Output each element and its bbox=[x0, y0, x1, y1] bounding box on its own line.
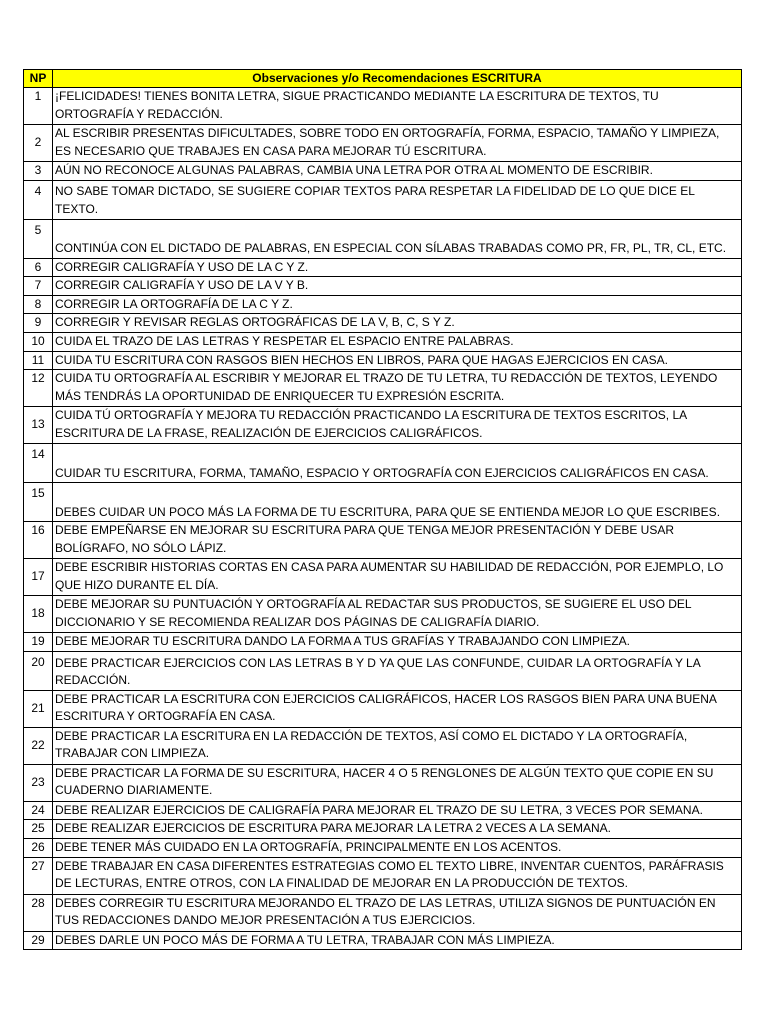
table-row bbox=[24, 88, 742, 125]
row-number: 9 bbox=[24, 314, 53, 333]
row-number: 10 bbox=[24, 332, 53, 351]
row-text: DEBES DARLE UN POCO MÁS DE FORMA A TU LETRA, TRABAJAR CON MÁS LIMPIEZA. bbox=[53, 931, 742, 950]
row-text: DEBE REALIZAR EJERCICIOS DE CALIGRAFÍA PARA MEJORAR EL TRAZO DE SU LETRA, 3 VECES POR SEMANA. bbox=[53, 801, 742, 820]
table-row bbox=[24, 690, 742, 727]
row-number: 28 bbox=[24, 894, 53, 931]
row-text: DEBE PRACTICAR LA ESCRITURA CON EJERCICIOS CALIGRÁFICOS, HACER LOS RASGOS BIEN PARA UNA BUENA ESCRITURA Y ORTOGRAFÍA EN CASA. bbox=[53, 690, 742, 727]
table-row bbox=[24, 894, 742, 931]
row-number: 1 bbox=[24, 88, 53, 125]
row-number: 4 bbox=[24, 180, 53, 219]
row-text: DEBE PRACTICAR LA FORMA DE SU ESCRITURA, HACER 4 O 5 RENGLONES DE ALGÚN TEXTO QUE COPIE EN SU CUADERNO DIARIAMENTE. bbox=[53, 764, 742, 801]
row-text: DEBE ESCRIBIR HISTORIAS CORTAS EN CASA PARA AUMENTAR SU HABILIDAD DE REDACCIÓN, POR EJEMPLO, LO QUE HIZO DURANTE EL DÍA. bbox=[53, 559, 742, 596]
table-row bbox=[24, 633, 742, 652]
table-row bbox=[24, 651, 742, 690]
table-row bbox=[24, 370, 742, 407]
row-number: 13 bbox=[24, 407, 53, 444]
row-number: 18 bbox=[24, 596, 53, 633]
row-number: 17 bbox=[24, 559, 53, 596]
row-text: DEBE PRACTICAR LA ESCRITURA EN LA REDACCIÓN DE TEXTOS, ASÍ COMO EL DICTADO Y LA ORTOGRAFÍA, TRABAJAR CON LIMPIEZA. bbox=[53, 727, 742, 764]
table-row bbox=[24, 559, 742, 596]
row-number: 16 bbox=[24, 522, 53, 559]
table-row bbox=[24, 180, 742, 219]
row-number: 19 bbox=[24, 633, 53, 652]
table-row bbox=[24, 764, 742, 801]
table-row bbox=[24, 314, 742, 333]
row-text: CONTINÚA CON EL DICTADO DE PALABRAS, EN ESPECIAL CON SÍLABAS TRABADAS COMO PR, FR, PL, TR, CL, ETC. bbox=[53, 219, 742, 258]
row-number: 3 bbox=[24, 162, 53, 181]
row-text: CORREGIR CALIGRAFÍA Y USO DE LA C Y Z. bbox=[53, 258, 742, 277]
row-text: DEBE TENER MÁS CUIDADO EN LA ORTOGRAFÍA, PRINCIPALMENTE EN LOS ACENTOS. bbox=[53, 838, 742, 857]
row-number: 7 bbox=[24, 277, 53, 296]
observations-sheet bbox=[23, 69, 741, 950]
row-number: 8 bbox=[24, 295, 53, 314]
row-number: 23 bbox=[24, 764, 53, 801]
row-text: CUIDA TU ORTOGRAFÍA AL ESCRIBIR Y MEJORAR EL TRAZO DE TU LETRA, TU REDACCIÓN DE TEXTOS, LEYENDO MÁS TENDRÁS LA OPORTUNIDAD DE ENRIQUECER TU EXPRESIÓN ESCRITA. bbox=[53, 370, 742, 407]
table-row bbox=[24, 483, 742, 522]
row-text: CUIDAR TU ESCRITURA, FORMA, TAMAÑO, ESPACIO Y ORTOGRAFÍA CON EJERCICIOS CALIGRÁFICOS EN CASA. bbox=[53, 444, 742, 483]
row-text: CUIDA TÚ ORTOGRAFÍA Y MEJORA TU REDACCIÓN PRACTICANDO LA ESCRITURA DE TEXTOS ESCRITOS, LA ESCRITURA DE LA FRASE, REALIZACIÓN DE EJERCICIOS CALIGRÁFICOS. bbox=[53, 407, 742, 444]
table-row bbox=[24, 596, 742, 633]
row-text: NO SABE TOMAR DICTADO, SE SUGIERE COPIAR TEXTOS PARA RESPETAR LA FIDELIDAD DE LO QUE DICE EL TEXTO. bbox=[53, 180, 742, 219]
observations-table bbox=[23, 69, 742, 950]
row-number: 14 bbox=[24, 444, 53, 483]
row-number: 21 bbox=[24, 690, 53, 727]
row-text: DEBE MEJORAR SU PUNTUACIÓN Y ORTOGRAFÍA AL REDACTAR SUS PRODUCTOS, SE SUGIERE EL USO DEL DICCIONARIO Y SE RECOMIENDA REALIZAR DOS PÁGINAS DE CALIGRAFÍA DIARIO. bbox=[53, 596, 742, 633]
row-text: CUIDA EL TRAZO DE LAS LETRAS Y RESPETAR EL ESPACIO ENTRE PALABRAS. bbox=[53, 332, 742, 351]
table-row bbox=[24, 258, 742, 277]
table-row bbox=[24, 219, 742, 258]
table-row bbox=[24, 351, 742, 370]
row-text: CORREGIR CALIGRAFÍA Y USO DE LA V Y B. bbox=[53, 277, 742, 296]
row-number: 20 bbox=[24, 651, 53, 690]
row-number: 12 bbox=[24, 370, 53, 407]
row-number: 29 bbox=[24, 931, 53, 950]
row-text: CUIDA TU ESCRITURA CON RASGOS BIEN HECHOS EN LIBROS, PARA QUE HAGAS EJERCICIOS EN CASA. bbox=[53, 351, 742, 370]
row-text: DEBE EMPEÑARSE EN MEJORAR SU ESCRITURA PARA QUE TENGA MEJOR PRESENTACIÓN Y DEBE USAR BOLÍGRAFO, NO SÓLO LÁPIZ. bbox=[53, 522, 742, 559]
row-text: DEBES CORREGIR TU ESCRITURA MEJORANDO EL TRAZO DE LAS LETRAS, UTILIZA SIGNOS DE PUNTUACIÓN EN TUS REDACCIONES DANDO MEJOR PRESENTACIÓN A TUS EJERCICIOS. bbox=[53, 894, 742, 931]
row-number: 25 bbox=[24, 820, 53, 839]
row-number: 5 bbox=[24, 219, 53, 258]
row-number: 15 bbox=[24, 483, 53, 522]
table-row bbox=[24, 162, 742, 181]
row-number: 22 bbox=[24, 727, 53, 764]
table-row bbox=[24, 838, 742, 857]
observations-column-header: Observaciones y/o Recomendaciones ESCRITURA bbox=[53, 70, 742, 88]
table-row bbox=[24, 727, 742, 764]
table-row bbox=[24, 522, 742, 559]
table-row bbox=[24, 295, 742, 314]
table-row bbox=[24, 857, 742, 894]
table-row bbox=[24, 444, 742, 483]
row-text: CORREGIR Y REVISAR REGLAS ORTOGRÁFICAS DE LA V, B, C, S Y Z. bbox=[53, 314, 742, 333]
table-header-row bbox=[24, 70, 742, 88]
row-number: 2 bbox=[24, 125, 53, 162]
table-row bbox=[24, 801, 742, 820]
row-number: 27 bbox=[24, 857, 53, 894]
table-row bbox=[24, 332, 742, 351]
table-row bbox=[24, 407, 742, 444]
row-text: DEBE PRACTICAR EJERCICIOS CON LAS LETRAS B Y D YA QUE LAS CONFUNDE, CUIDAR LA ORTOGRAFÍA Y LA REDACCIÓN. bbox=[53, 651, 742, 690]
row-number: 11 bbox=[24, 351, 53, 370]
table-row bbox=[24, 931, 742, 950]
table-row bbox=[24, 277, 742, 296]
row-text: AL ESCRIBIR PRESENTAS DIFICULTADES, SOBRE TODO EN ORTOGRAFÍA, FORMA, ESPACIO, TAMAÑO Y LIMPIEZA, ES NECESARIO QUE TRABAJES EN CASA PARA MEJORAR TÚ ESCRITURA. bbox=[53, 125, 742, 162]
table-row bbox=[24, 820, 742, 839]
row-text: DEBE MEJORAR TU ESCRITURA DANDO LA FORMA A TUS GRAFÍAS Y TRABAJANDO CON LIMPIEZA. bbox=[53, 633, 742, 652]
row-text: CORREGIR LA ORTOGRAFÍA DE LA C Y Z. bbox=[53, 295, 742, 314]
row-text: AÚN NO RECONOCE ALGUNAS PALABRAS, CAMBIA UNA LETRA POR OTRA AL MOMENTO DE ESCRIBIR. bbox=[53, 162, 742, 181]
row-number: 24 bbox=[24, 801, 53, 820]
row-text: DEBES CUIDAR UN POCO MÁS LA FORMA DE TU ESCRITURA, PARA QUE SE ENTIENDA MEJOR LO QUE ESCRIBES. bbox=[53, 483, 742, 522]
row-number: 6 bbox=[24, 258, 53, 277]
row-text: DEBE TRABAJAR EN CASA DIFERENTES ESTRATEGIAS COMO EL TEXTO LIBRE, INVENTAR CUENTOS, PARÁFRASIS DE LECTURAS, ENTRE OTROS, CON LA FINALIDAD DE MEJORAR EN LA PRODUCCIÓN DE TEXTOS. bbox=[53, 857, 742, 894]
row-number: 26 bbox=[24, 838, 53, 857]
row-text: ¡FELICIDADES! TIENES BONITA LETRA, SIGUE PRACTICANDO MEDIANTE LA ESCRITURA DE TEXTOS, TU ORTOGRAFÍA Y REDACCIÓN. bbox=[53, 88, 742, 125]
table-row bbox=[24, 125, 742, 162]
np-column-header: NP bbox=[24, 70, 53, 88]
row-text: DEBE REALIZAR EJERCICIOS DE ESCRITURA PARA MEJORAR LA LETRA 2 VECES A LA SEMANA. bbox=[53, 820, 742, 839]
